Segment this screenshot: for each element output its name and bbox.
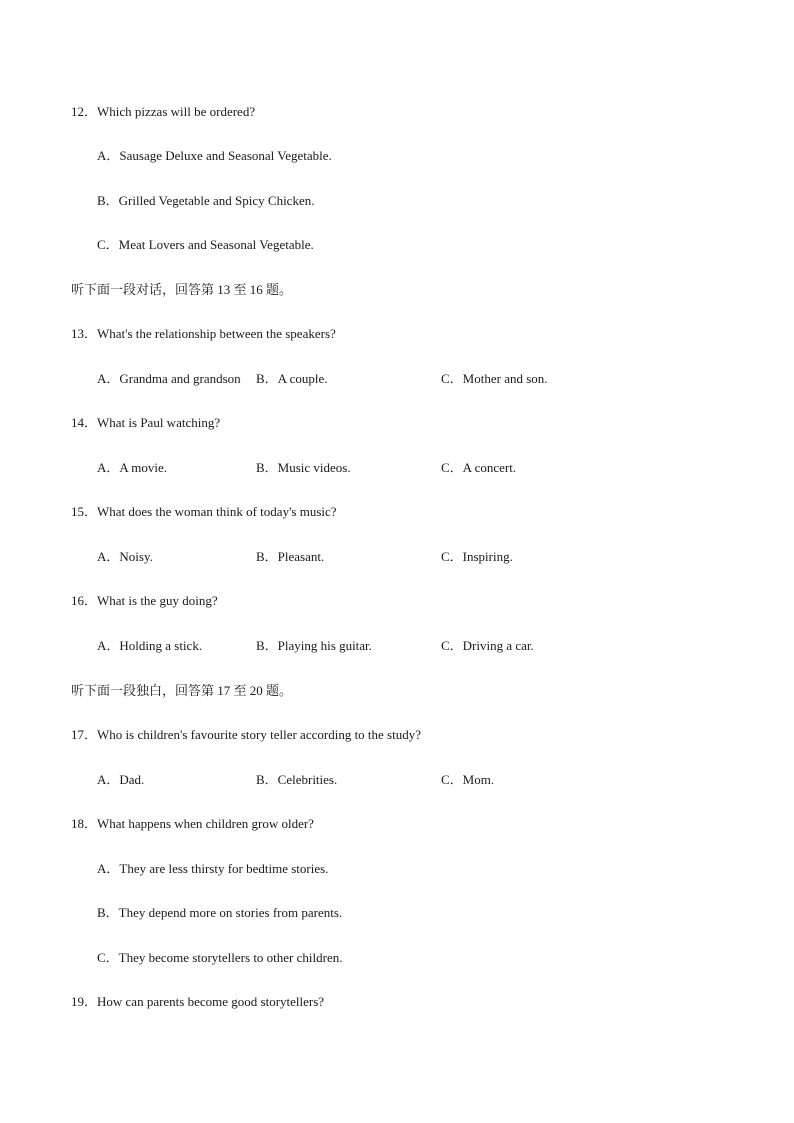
section-instruction-1: 听下面一段对话，回答第 13 至 16 题。 (71, 282, 293, 297)
q13-option-b: B．A couple. (256, 371, 328, 386)
question-12: 12．Which pizzas will be ordered? (71, 104, 256, 119)
section-instruction-2: 听下面一段独白，回答第 17 至 20 题。 (71, 683, 293, 698)
q16-option-a: A．Holding a stick. (97, 638, 203, 653)
q18-option-a: A．They are less thirsty for bedtime stories. (97, 861, 329, 876)
question-15: 15．What does the woman think of today's music? (71, 504, 337, 519)
question-16: 16．What is the guy doing? (71, 593, 218, 608)
q17-option-b: B．Celebrities. (256, 772, 338, 787)
q18-option-b: B．They depend more on stories from parents. (97, 905, 343, 920)
q17-option-c: C．Mom. (441, 772, 495, 787)
question-14: 14．What is Paul watching? (71, 415, 221, 430)
q18-option-c: C．They become storytellers to other children. (97, 950, 343, 965)
q15-options (0, 549, 794, 565)
q16-options (0, 638, 794, 654)
q16-option-b: B．Playing his guitar. (256, 638, 372, 653)
question-18: 18．What happens when children grow older? (71, 816, 314, 831)
q14-options (0, 460, 794, 476)
q15-option-b: B．Pleasant. (256, 549, 325, 564)
q15-option-a: A．Noisy. (97, 549, 153, 564)
q13-options (0, 371, 794, 387)
q12-option-b: B．Grilled Vegetable and Spicy Chicken. (97, 193, 315, 208)
q17-option-a: A．Dad. (97, 772, 145, 787)
question-19: 19．How can parents become good storytellers? (71, 994, 325, 1009)
q12-option-c: C．Meat Lovers and Seasonal Vegetable. (97, 237, 314, 252)
q14-option-c: C．A concert. (441, 460, 517, 475)
q17-options (0, 772, 794, 788)
q14-option-b: B．Music videos. (256, 460, 351, 475)
question-13: 13．What's the relationship between the speakers? (71, 326, 336, 341)
q12-option-a: A．Sausage Deluxe and Seasonal Vegetable. (97, 148, 332, 163)
question-17: 17．Who is children's favourite story teller according to the study? (71, 727, 421, 742)
q15-option-c: C．Inspiring. (441, 549, 513, 564)
q14-option-a: A．A movie. (97, 460, 168, 475)
q16-option-c: C．Driving a car. (441, 638, 534, 653)
q13-option-c: C．Mother and son. (441, 371, 548, 386)
q13-option-a: A．Grandma and grandson (97, 371, 241, 386)
